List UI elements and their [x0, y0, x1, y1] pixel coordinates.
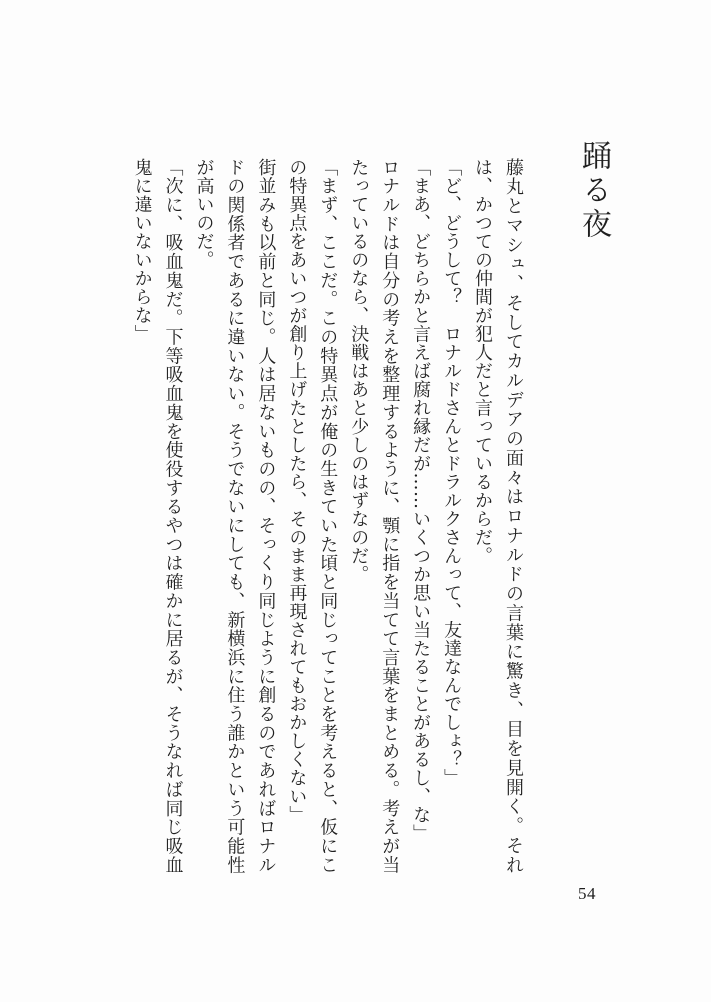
paragraph-3: 「まあ、どちらかと言えば腐れ縁だが……いくつか思い当たることがあるし、な」 — [410, 158, 432, 843]
paragraph-4: ロナルドは自分の考えを整理するように、顎に指を当てて言葉をまとめる。考えが当たっているのなら、決戦はあと少しのはずなのだ。 — [348, 158, 401, 874]
paragraph-5: 「まず、ここだ。この特異点が俺の生きていた頃と同じってことを考えると、仮にこの特異点をあいつが創り上げたとしたら、そのまま再現されてもおかしくない」 — [286, 158, 339, 874]
paragraph-1: 藤丸とマシュ、そしてカルデアの面々はロナルドの言葉に驚き、目を見開く。それは、かつての仲間が犯人だと言っているからだ。 — [472, 158, 524, 874]
page-number: 54 — [578, 884, 596, 903]
body-text — [126, 158, 528, 874]
paragraph-2: 「ど、どうして？ ロナルドさんとドラルクさんって、友達なんでしょ？」 — [441, 158, 463, 787]
paragraph-6: 街並みも以前と同じ。人は居ないものの、そっくり同じように創るのであればロナルドの関係者であるに違いない。そうでないにしても、新横浜に住う誰かという可能性が高いのだ。 — [193, 158, 277, 874]
chapter-title: 踊る夜 — [576, 140, 611, 242]
paragraph-7: 「次に、吸血鬼だ。下等吸血鬼を使役するやつは確かに居るが、そうなれば同じ吸血鬼に違いないからな」 — [131, 158, 184, 874]
